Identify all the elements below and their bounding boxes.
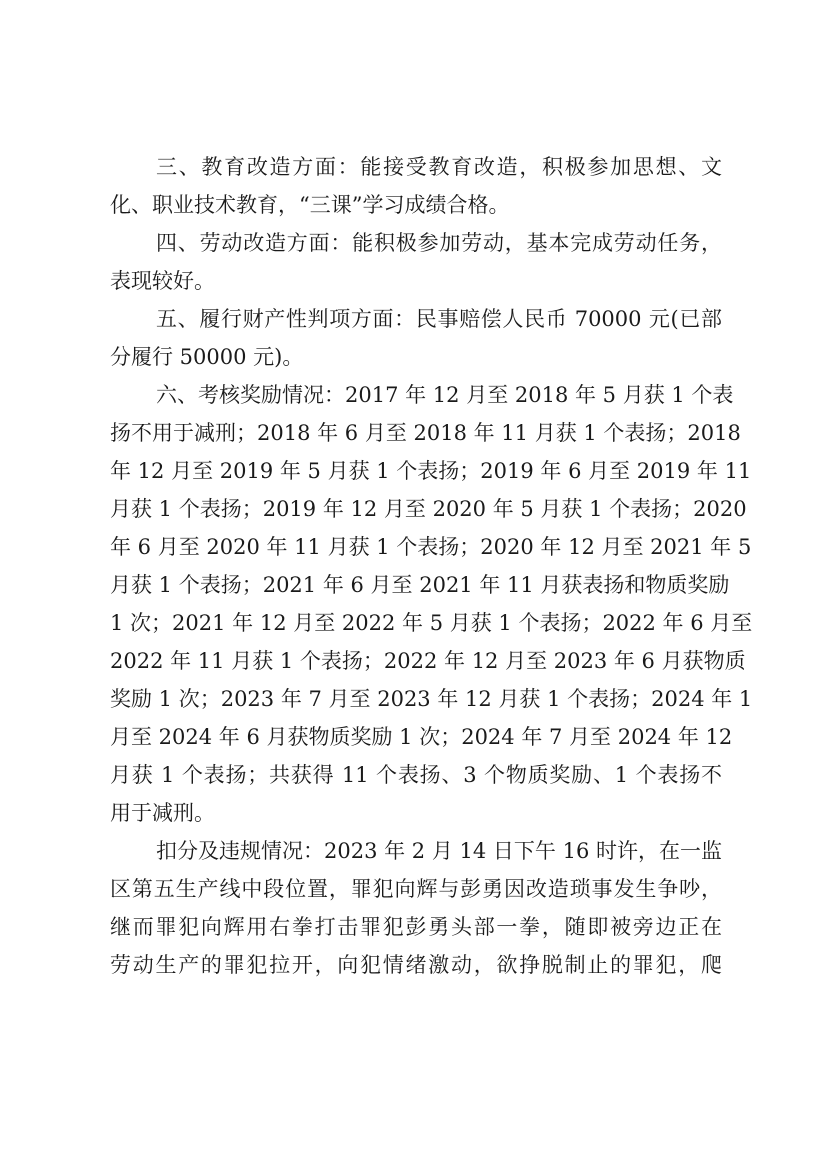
paragraph-rewards-line-8: 2022 年 11 月获 1 个表扬；2022 年 12 月至 2023 年 6 月获物质: [110, 649, 746, 673]
paragraph-education-line-2: 化、职业技术教育，“三课”学习成绩合格。: [110, 193, 510, 217]
paragraph-rewards-line-6: 月获 1 个表扬；2021 年 6 月至 2021 年 11 月获表扬和物质奖励: [110, 573, 730, 597]
paragraph-rewards-line-9: 奖励 1 次；2023 年 7 月至 2023 年 12 月获 1 个表扬；2024 年 1: [110, 687, 753, 711]
paragraph-rewards-line-7: 1 次；2021 年 12 月至 2022 年 5 月获 1 个表扬；2022 年 6 月至: [110, 611, 753, 635]
paragraph-violations-line-3: 继而罪犯向辉用右拳打击罪犯彭勇头部一拳，随即被旁边正在: [110, 915, 722, 939]
paragraph-rewards-line-3: 年 12 月至 2019 年 5 月获 1 个表扬；2019 年 6 月至 2019 年 11: [110, 459, 752, 483]
paragraph-property-line-1: 五、履行财产性判项方面：民事赔偿人民币 70000 元(已部: [156, 307, 722, 331]
paragraph-rewards-line-12: 用于减刑。: [110, 801, 215, 825]
paragraph-education-line-1: 三、教育改造方面：能接受教育改造，积极参加思想、文: [156, 155, 722, 179]
paragraph-rewards-line-1: 六、考核奖励情况：2017 年 12 月至 2018 年 5 月获 1 个表: [156, 383, 734, 407]
paragraph-labor-line-1: 四、劳动改造方面：能积极参加劳动，基本完成劳动任务，: [156, 231, 722, 255]
paragraph-rewards-line-10: 月至 2024 年 6 月获物质奖励 1 次；2024 年 7 月至 2024 年 12: [110, 725, 733, 749]
paragraph-rewards-line-11: 月获 1 个表扬；共获得 11 个表扬、3 个物质奖励、1 个表扬不: [110, 763, 722, 787]
paragraph-violations-line-4: 劳动生产的罪犯拉开，向犯情绪激动，欲挣脱制止的罪犯，爬: [110, 953, 722, 977]
paragraph-property-line-2: 分履行 50000 元)。: [110, 345, 304, 369]
paragraph-rewards-line-4: 月获 1 个表扬；2019 年 12 月至 2020 年 5 月获 1 个表扬；2020: [110, 497, 747, 521]
paragraph-rewards-line-2: 扬不用于减刑；2018 年 6 月至 2018 年 11 月获 1 个表扬；2018: [110, 421, 741, 445]
paragraph-violations-line-2: 区第五生产线中段位置，罪犯向辉与彭勇因改造琐事发生争吵，: [110, 877, 722, 901]
paragraph-violations-line-1: 扣分及违规情况：2023 年 2 月 14 日下午 16 时许，在一监: [156, 839, 722, 863]
paragraph-labor-line-2: 表现较好。: [110, 269, 215, 293]
paragraph-rewards-line-5: 年 6 月至 2020 年 11 月获 1 个表扬；2020 年 12 月至 2021 年 5: [110, 535, 752, 559]
